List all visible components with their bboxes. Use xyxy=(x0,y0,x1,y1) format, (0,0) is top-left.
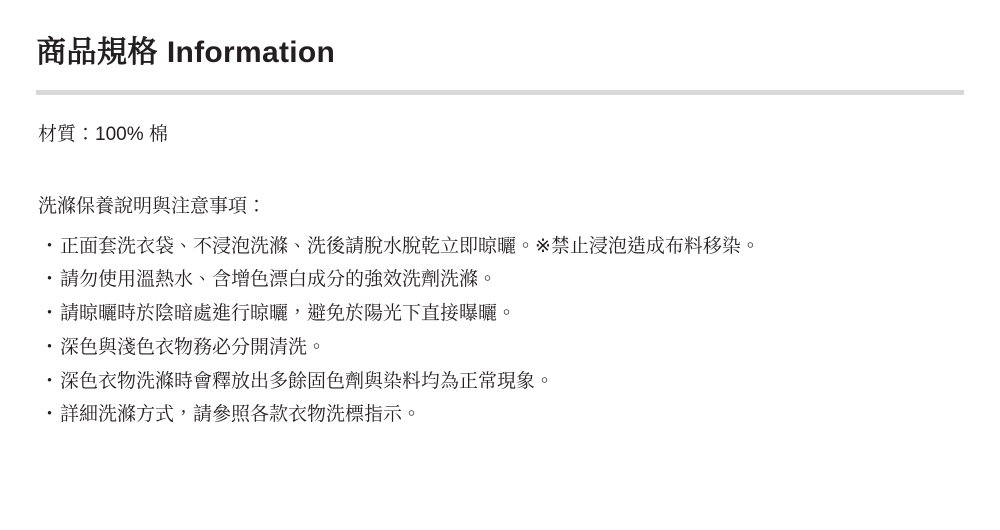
list-item xyxy=(38,400,964,431)
page-title xyxy=(36,34,964,72)
list-item xyxy=(38,299,964,330)
list-item-text: 正面套洗衣袋、不浸泡洗滌、洗後請脫水脫乾立即晾曬。※禁止浸泡造成布料移染。 xyxy=(60,235,760,257)
list-item-text: 深色衣物洗滌時會釋放出多餘固色劑與染料均為正常現象。 xyxy=(60,370,555,392)
bullet-icon: ・ xyxy=(40,336,60,358)
list-item xyxy=(38,232,964,263)
care-instructions-list xyxy=(36,232,964,432)
list-item xyxy=(38,265,964,296)
page-title-zh: 商品規格 xyxy=(36,36,158,69)
material-text: 材質：100% 棉 xyxy=(38,123,168,145)
list-item xyxy=(38,367,964,398)
bullet-icon: ・ xyxy=(40,269,60,291)
list-item-text: 詳細洗滌方式，請參照各款衣物洗標指示。 xyxy=(60,404,422,426)
list-item-text: 深色與淺色衣物務必分開清洗。 xyxy=(60,336,327,358)
page-title-en: Information xyxy=(166,36,336,69)
care-instructions-heading: 洗滌保養說明與注意事項： xyxy=(38,196,267,217)
list-item xyxy=(38,333,964,364)
title-divider xyxy=(36,90,964,95)
bullet-icon: ・ xyxy=(40,303,60,325)
bullet-icon: ・ xyxy=(40,235,60,257)
bullet-icon: ・ xyxy=(40,404,60,426)
list-item-text: 請勿使用溫熱水、含增色漂白成分的強效洗劑洗滌。 xyxy=(60,269,498,291)
bullet-icon: ・ xyxy=(40,370,60,392)
list-item-text: 請晾曬時於陰暗處進行晾曬，避免於陽光下直接曝曬。 xyxy=(60,303,517,325)
